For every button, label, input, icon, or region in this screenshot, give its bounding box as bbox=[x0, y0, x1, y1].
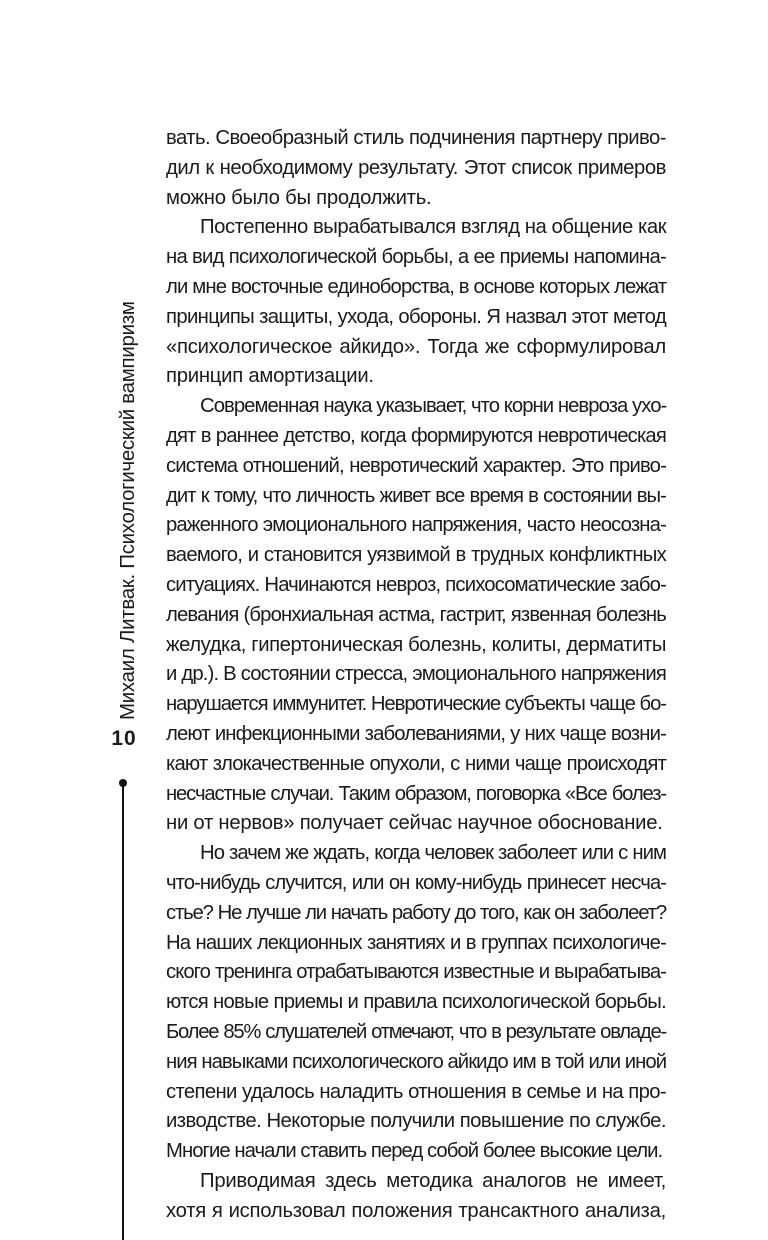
text-line: можно было бы продолжить. bbox=[166, 186, 432, 209]
page-number: 10 bbox=[111, 727, 137, 750]
text-line: Постепенно вырабатывался взгляд на общение как bbox=[200, 216, 667, 239]
text-line: Но зачем же ждать, когда человек заболеет или с ним bbox=[200, 842, 666, 865]
text-line: что-нибудь случится, или он кому-нибудь принесет несча- bbox=[166, 871, 666, 894]
text-line: и др.). В состоянии стресса, эмоционального напряжения bbox=[166, 663, 666, 686]
text-line: несчастные случаи. Таким образом, поговорка «Все болез- bbox=[166, 782, 666, 805]
text-line: хотя я использовал положения трансактного анализа, bbox=[166, 1199, 666, 1222]
paragraph bbox=[166, 1167, 666, 1227]
text-line: дят в раннее детство, когда формируются невротическая bbox=[166, 424, 666, 447]
text-line: система отношений, невротический характер. Это приво- bbox=[166, 454, 666, 477]
text-line: степени удалось наладить отношения в семье и на про- bbox=[166, 1080, 666, 1103]
text-line: Многие начали ставить перед собой более высокие цели. bbox=[166, 1140, 663, 1163]
paragraph bbox=[166, 392, 666, 839]
text-line: ского тренинга отрабатываются известные и вырабатыва- bbox=[166, 961, 666, 984]
text-line: изводстве. Некоторые получили повышение по службе. bbox=[166, 1110, 666, 1133]
text-line: принципы защиты, ухода, обороны. Я назвал этот метод bbox=[166, 305, 667, 328]
body-text bbox=[166, 124, 666, 1226]
text-line: «психологическое айкидо». Тогда же сформулировал bbox=[166, 335, 666, 358]
text-line: стье? Не лучше ли начать работу до того, как он заболеет? bbox=[166, 901, 666, 924]
text-line: ния навыками психологического айкидо им в той или иной bbox=[166, 1050, 667, 1073]
text-line: кают злокачественные опухоли, с ними чаще происходят bbox=[166, 752, 666, 775]
text-line: ни от нервов» получает сейчас научное обоснование. bbox=[166, 812, 663, 835]
text-line: ваемого, и становится уязвимой в трудных конфликтных bbox=[166, 544, 666, 567]
text-line: Приводимая здесь методика аналогов не имеет, bbox=[200, 1169, 666, 1192]
text-line: дил к необходимому результату. Этот список примеров bbox=[166, 156, 666, 179]
text-line: На наших лекционных занятиях и в группах психологиче- bbox=[166, 931, 666, 954]
paragraph bbox=[166, 124, 666, 213]
text-line: раженного эмоционального напряжения, часто неосозна- bbox=[166, 514, 666, 537]
text-line: вать. Своеобразный стиль подчинения партнеру приво- bbox=[166, 127, 666, 149]
text-line: желудка, гипертоническая болезнь, колиты, дерматиты bbox=[166, 633, 666, 656]
text-line: ли мне восточные единоборства, в основе которых лежат bbox=[166, 275, 667, 298]
text-line: леют инфекционными заболеваниями, у них чаще возни- bbox=[166, 722, 666, 745]
text-line: левания (бронхиальная астма, гастрит, язвенная болезнь bbox=[166, 603, 666, 626]
paragraph bbox=[166, 839, 666, 1167]
running-head bbox=[113, 301, 143, 720]
text-line: на вид психологической борьбы, а ее приемы напомина- bbox=[166, 246, 666, 269]
text-line: Современная наука указывает, что корни невроза ухо- bbox=[200, 395, 667, 418]
text-line: ются новые приемы и правила психологической борьбы. bbox=[166, 991, 666, 1014]
margin-rule-line bbox=[122, 783, 124, 1240]
running-head-text: Михаил Литвак. Психологический вампиризм bbox=[116, 301, 139, 720]
text-line: дит к тому, что личность живет все время в состоянии вы- bbox=[166, 484, 666, 507]
paragraph bbox=[166, 213, 666, 392]
text-line: Более 85% слушателей отмечают, что в результате овладе- bbox=[166, 1020, 666, 1043]
text-line: принцип амортизации. bbox=[166, 365, 374, 388]
text-line: ситуациях. Начинаются невроз, психосоматические забо- bbox=[166, 573, 666, 596]
text-line: нарушается иммунитет. Невротические субъекты чаще бо- bbox=[166, 693, 666, 716]
